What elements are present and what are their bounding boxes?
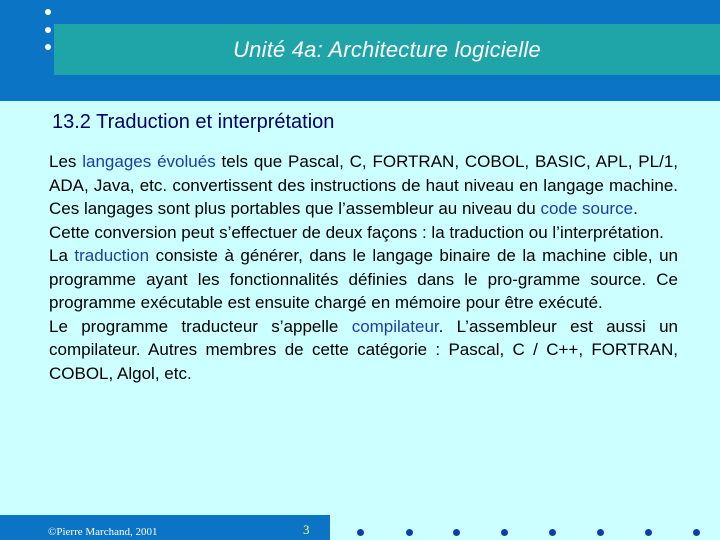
paragraph-text: . L’assembleur est aussi un compilateur. Autres membres de cette catégorie : Pascal, C / C++, FORTRAN, COBOL, Algol, etc. bbox=[49, 316, 678, 383]
slide-body bbox=[49, 150, 678, 385]
footer-dot-icon bbox=[406, 529, 413, 536]
footer-dot-icon bbox=[501, 529, 508, 536]
highlighted-term: compilateur bbox=[351, 316, 439, 336]
paragraph-text: Les bbox=[49, 152, 83, 171]
paragraph bbox=[49, 244, 678, 315]
paragraph-text: consiste à générer, dans le langage binaire de la machine cible, un programme ayant les fonctionnalités définies dans le pro-gramme source. Ce programme exécutable est ensuite chargé en mémoire pour être exécuté. bbox=[49, 246, 678, 312]
paragraph-text: tels que Pascal, C, FORTRAN, COBOL, BASIC, APL, PL/1, ADA, Java, etc. convertissent des instructions de haut niveau en langage machine. Ces langages sont plus portables que l’assembleur au niveau du bbox=[49, 152, 678, 218]
footer-dot-icon bbox=[453, 529, 460, 536]
bullet-dot-icon bbox=[45, 9, 51, 15]
paragraph bbox=[49, 150, 678, 221]
highlighted-term: langages évolués bbox=[82, 152, 216, 171]
page-number: 3 bbox=[303, 522, 310, 537]
bullet-dot-icon bbox=[45, 27, 51, 33]
paragraph-text: La bbox=[49, 246, 75, 265]
footer-dot-icon bbox=[597, 529, 604, 536]
highlighted-term: traduction bbox=[74, 246, 150, 265]
paragraph-text: . bbox=[633, 199, 638, 218]
footer-dot-icon bbox=[357, 529, 364, 536]
section-title: 13.2 Traduction et interprétation bbox=[52, 111, 335, 133]
footer-dot-icon bbox=[549, 529, 556, 536]
highlighted-term: code source bbox=[540, 199, 634, 218]
paragraph bbox=[49, 315, 678, 386]
footer-dot-icon bbox=[693, 529, 700, 536]
paragraph: Cette conversion peut s’effectuer de deux façons : la traduction ou l’interprétation. bbox=[49, 222, 664, 242]
footer-author: ©Pierre Marchand, 2001 bbox=[48, 526, 158, 538]
paragraph-text: Le programme traducteur s’appelle bbox=[49, 316, 352, 336]
bullet-dot-icon bbox=[45, 44, 51, 50]
footer-dot-icon bbox=[645, 529, 652, 536]
slide-title: Unité 4a: Architecture logicielle bbox=[233, 37, 541, 62]
